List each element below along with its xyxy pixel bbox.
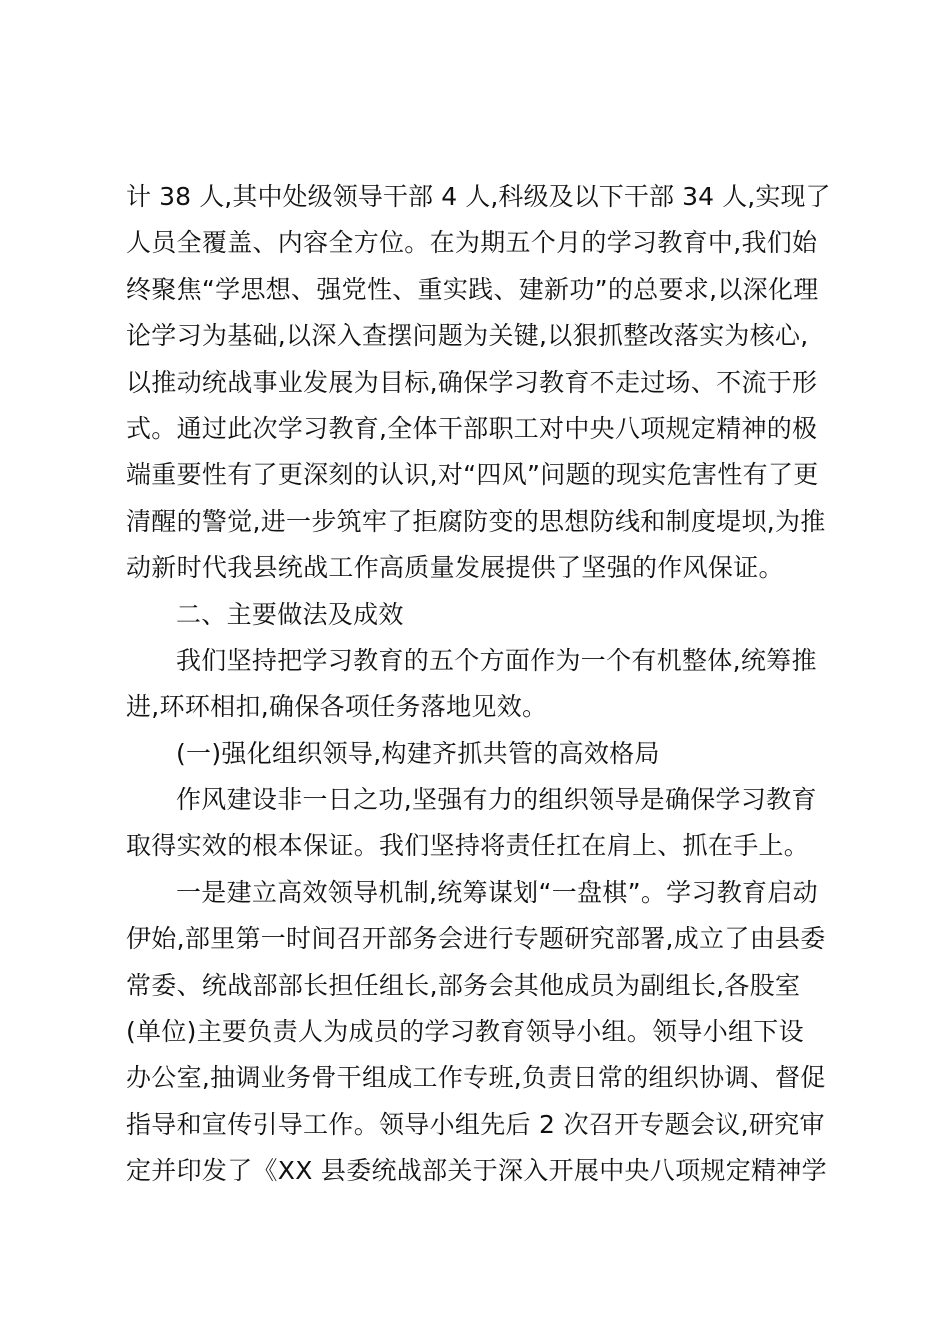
subsection-heading: (一)强化组织领导,构建齐抓共管的高效格局 <box>176 738 660 768</box>
text-line: 式。通过此次学习教育,全体干部职工对中央八项规定精神的极 <box>126 413 818 443</box>
text-line: (单位)主要负责人为成员的学习教育领导小组。领导小组下设 <box>126 1017 804 1047</box>
text-line: 清醒的警觉,进一步筑牢了拒腐防变的思想防线和制度堤坝,为推 <box>126 506 826 536</box>
text-line: 端重要性有了更深刻的认识,对“四风”问题的现实危害性有了更 <box>126 460 819 490</box>
text-line: 定并印发了《XX 县委统战部关于深入开展中央八项规定精神学 <box>126 1156 827 1186</box>
text-line: 常委、统战部部长担任组长,部务会其他成员为副组长,各股室 <box>126 970 801 1000</box>
text-line: 进,环环相扣,确保各项任务落地见效。 <box>126 692 548 722</box>
text-line: 指导和宣传引导工作。领导小组先后 2 次召开专题会议,研究审 <box>126 1109 825 1139</box>
document-body <box>126 174 834 1195</box>
text-line: 动新时代我县统战工作高质量发展提供了坚强的作风保证。 <box>126 553 784 583</box>
text-line: 取得实效的根本保证。我们坚持将责任扛在肩上、抓在手上。 <box>126 831 810 861</box>
text-line: 论学习为基础,以深入查摆问题为关键,以狠抓整改落实为核心, <box>126 321 809 351</box>
text-line: 人员全覆盖、内容全方位。在为期五个月的学习教育中,我们始 <box>126 228 818 258</box>
text-line: 办公室,抽调业务骨干组成工作专班,负责日常的组织协调、督促 <box>126 1063 826 1093</box>
section-heading: 二、主要做法及成效 <box>176 599 404 629</box>
text-line: 计 38 人,其中处级领导干部 4 人,科级及以下干部 34 人,实现了 <box>126 182 831 211</box>
text-line: 作风建设非一日之功,坚强有力的组织领导是确保学习教育 <box>176 785 817 815</box>
text-line: 一是建立高效领导机制,统筹谋划“一盘棋”。学习教育启动 <box>176 877 818 907</box>
text-line: 我们坚持把学习教育的五个方面作为一个有机整体,统筹推 <box>176 645 817 675</box>
text-line: 伊始,部里第一时间召开部务会进行专题研究部署,成立了由县委 <box>126 924 826 954</box>
text-line: 以推动统战事业发展为目标,确保学习教育不走过场、不流于形 <box>126 367 818 397</box>
text-line: 终聚焦“学思想、强党性、重实践、建新功”的总要求,以深化理 <box>126 274 819 304</box>
